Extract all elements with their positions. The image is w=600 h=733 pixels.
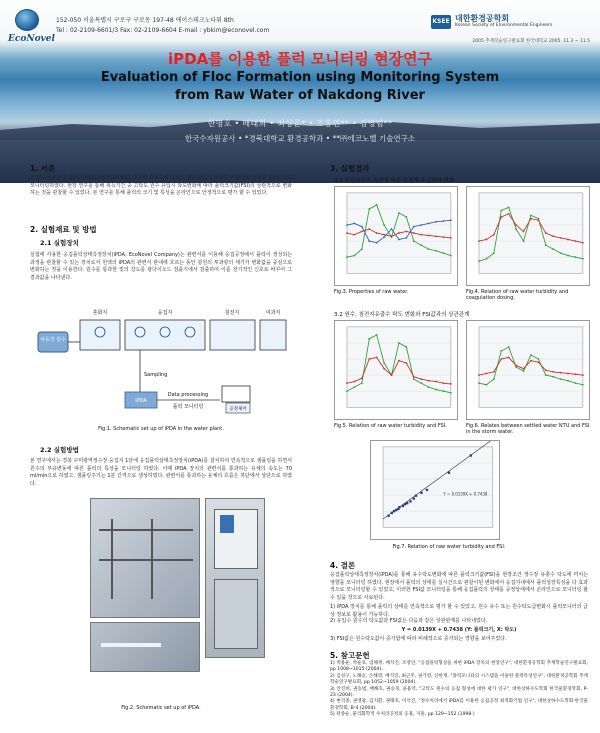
- data-point: [376, 334, 378, 336]
- section-conclusion-title: 4. 결론: [330, 561, 356, 570]
- data-point: [398, 342, 400, 344]
- data-point: [515, 366, 517, 368]
- data-point: [361, 226, 363, 228]
- conclusion-equation: Y = 0.0139X + 0.7438 (Y: 플럭크기, X: 탁도): [401, 627, 517, 633]
- data-point: [537, 218, 539, 220]
- data-point: [567, 373, 569, 375]
- title-english-line1: Evaluation of Floc Formation using Monitoring System: [100, 70, 500, 85]
- data-point: [443, 220, 445, 222]
- data-point: [560, 252, 562, 254]
- fig5-caption: Fig.5. Relation of raw water turbidity and FSI.: [334, 423, 447, 429]
- data-point: [383, 224, 385, 226]
- data-point: [486, 384, 488, 386]
- data-point: [493, 371, 495, 373]
- data-point: [552, 371, 554, 373]
- subsection-method-title: 2.2 실험방법: [40, 446, 79, 454]
- data-point: [582, 242, 584, 244]
- data-point: [354, 234, 356, 236]
- data-point: [537, 361, 539, 363]
- filtration-label: 여과지: [265, 310, 281, 316]
- data-point: [413, 240, 415, 242]
- reference-item: 2) 김성구, 노해승, 손해영, 배석진, 최근주, 권가영, 신한재, "플럭모니터의 시스템을 이용한 플럭특성연구", 대한환경공학회 추계학술연구발표회, pp 1052~1059 (2004).: [330, 673, 588, 686]
- data-point: [420, 224, 422, 226]
- title-korean: iPDA를 이용한 플럭 모니터링 현장연구: [168, 50, 432, 68]
- data-point: [552, 376, 554, 378]
- data-point: [346, 256, 348, 258]
- data-point: [405, 237, 407, 239]
- apparatus-text: 실험에 사용한 응집플럭상태측정장치(iPDA, EcoNovel Company)는 관련서를 이용해 응집공정에서 플럭이 생성되는 과정을 관찰할 수 있는 장치로서 원액의 iPDA의 관련서 관내에 흐르는 동안 광원의 투과광의 세기가 변화값을 중심으로 변화하는 것을 이용한다. 원수를 통과한 빛의 강도를 광다이오드 검출기에서 검출하여 이를 전기적인 신호로 바꾸어 그 결과값을 나타낸다.: [30, 252, 292, 281]
- sedimentation-tank: [210, 320, 255, 350]
- data-point: [368, 358, 370, 360]
- data-point: [575, 382, 577, 384]
- data-point: [500, 210, 502, 212]
- fig3-chart: [334, 186, 458, 286]
- ksee-mark: KSEE: [431, 15, 451, 29]
- data-point: [443, 252, 445, 254]
- section-references-title: 5. 참고문헌: [330, 651, 370, 660]
- data-point: [420, 378, 422, 380]
- data-point: [420, 234, 422, 236]
- raw-water-label: 낙동강 원수: [40, 337, 66, 343]
- fig4-chart: [466, 186, 590, 286]
- data-point: [515, 365, 517, 367]
- data-point: [413, 497, 415, 499]
- mixing-tank: [80, 320, 120, 350]
- fig7-chart: [370, 440, 500, 540]
- data-point: [413, 376, 415, 378]
- data-point: [575, 256, 577, 258]
- fig7-caption: Fig.7. Relation of raw water turbidity and FSI.: [392, 544, 506, 550]
- data-point: [493, 378, 495, 380]
- data-point: [486, 258, 488, 260]
- data-point: [450, 383, 452, 385]
- data-point: [486, 373, 488, 375]
- control-label: 공정제어: [229, 407, 247, 412]
- data-point: [530, 218, 532, 220]
- ksee-logo: [417, 7, 592, 37]
- data-point: [582, 374, 584, 376]
- poster-header: [0, 0, 600, 183]
- data-point: [515, 228, 517, 230]
- reference-item: 3) 안진희, 권승범, 배해호, 권승경, 윤용역, "고탁도 원수의 응집 형성에 대한 평가 연구", 대한상하수도학회 한국물환경학회, P-23 (2004).: [330, 686, 588, 699]
- data-point: [361, 382, 363, 384]
- data-point: [398, 232, 400, 234]
- fig4-caption: Fig.4. Relation of raw water turbidity and coagulation dosing.: [466, 289, 569, 301]
- data-point: [523, 370, 525, 372]
- data-point: [450, 392, 452, 394]
- data-point: [435, 235, 437, 237]
- data-point: [398, 212, 400, 214]
- data-point: [346, 232, 348, 234]
- data-point: [383, 236, 385, 238]
- data-point: [567, 380, 569, 382]
- econovel-logo: EcoNovel: [6, 7, 48, 39]
- data-point: [413, 226, 415, 228]
- subsection-raw-water-title: 3.1 유입원수의 특성에 따른 응집제 주입량의 변화: [334, 178, 455, 184]
- data-point: [383, 368, 385, 370]
- data-point: [368, 208, 370, 210]
- data-point: [545, 244, 547, 246]
- fig2-photo-railing: [90, 498, 200, 618]
- data-point: [493, 234, 495, 236]
- data-point: [361, 231, 363, 233]
- data-point: [508, 213, 510, 215]
- conference-info: 2005 추계학술연구발표회 한국대학교 2005. 11.3 ~ 11.5: [472, 39, 590, 44]
- data-point: [368, 228, 370, 230]
- data-point: [443, 390, 445, 392]
- reference-item: 5) 곽종순, 물리화학적 수처리공정의 응용, 지훈, pp 129~152 (1998.): [330, 712, 475, 718]
- data-point: [409, 500, 411, 502]
- fig2-photo-cabinet: [205, 498, 265, 658]
- data-point: [552, 248, 554, 250]
- data-point: [530, 360, 532, 362]
- data-point: [413, 232, 415, 234]
- sampling-label: Sampling: [144, 372, 168, 378]
- data-point: [428, 235, 430, 237]
- data-point: [405, 362, 407, 364]
- title-english-line2: from Raw Water of Nakdong River: [175, 88, 425, 103]
- data-point: [420, 382, 422, 384]
- data-point: [428, 386, 430, 388]
- monitor-icon: [222, 386, 250, 402]
- flocculation-tank: [125, 320, 205, 350]
- data-point: [443, 382, 445, 384]
- data-point: [368, 338, 370, 340]
- data-point: [530, 214, 532, 216]
- data-point: [346, 224, 348, 226]
- conclusion-item2: 2) 유입수 원수의 탁도값과 FSI값은 다음과 같은 상관관계를 나타내었다.: [330, 618, 488, 624]
- reference-item: 1) 박용운, 박순호, 엄해정, 배석진, 조영연, "응집플럭형상을 위한 iPDA 장치의 현장연구", 대한환경공학회 추계학술연구발표회, pp 1008~1015 (2004).: [330, 661, 588, 673]
- data-point: [354, 223, 356, 225]
- data-point: [398, 239, 400, 241]
- fig1-caption: Fig.1. Schematic set up of iPDA in the water plant.: [98, 426, 224, 432]
- data-point: [426, 489, 428, 491]
- data-processing-label: Data processing: [167, 392, 209, 398]
- data-point: [420, 244, 422, 246]
- data-point: [500, 216, 502, 218]
- data-point: [413, 378, 415, 380]
- data-point: [523, 231, 525, 233]
- trend-equation: Y = 0.0139X + 0.7438: [443, 491, 488, 497]
- conclusion-item3: 3) FSI값은 원수탁도값이 증가함에 따라 비례적으로 증가되는 경향을 보여주었다.: [330, 636, 507, 642]
- data-point: [376, 242, 378, 244]
- data-point: [537, 219, 539, 221]
- data-point: [582, 384, 584, 386]
- fig6-caption: Fig.6. Relates between settled water NTU and FSI in the storm water.: [466, 423, 590, 435]
- data-point: [560, 237, 562, 239]
- globe-icon: [15, 9, 39, 31]
- filtration-tank: [260, 320, 286, 350]
- fig3-caption: Fig.3. Properties of raw water.: [334, 289, 409, 295]
- section-methods-title: 2. 실험재료 및 방법: [30, 225, 97, 234]
- address-line: 152-050 서울특별시 구로구 구로동 197-48 에이스테크노타워 8th: [56, 17, 234, 24]
- data-point: [515, 224, 517, 226]
- conclusion-text: 응집플럭상태측정장치(iPDA)를 통해 유수탁도변화에 따른 플럭크기값(FSI)을 현장조건 정수장 유충수 탁도에 미치는 영향을 모니터링 하였다. 현장에서 플럭의 상태를 실시간으로 관찰이된 변화에서 응집지내에서 플럭성장특성을 다 효과적으로 모니터링할 수 있었고, 이러한 FSI값 모니터링을 통해 응집플럭의 상태를 공정상태에서 온라인으로 모니터링 할 수 있을 것으로 사료된다.: [330, 572, 588, 601]
- data-point: [354, 381, 356, 383]
- data-point: [478, 240, 480, 242]
- intro-text: 본 연구에서는 응집플럭상태측정장치(iPDA)를 현장에 적용하여 고탁도 원수 유입시 변화하는 플럭의 상태를 온라인으로 모니터링하였다. 현장 연구를 통해 취득기간 중 고탁도 원수 유입시 탁도변화에 따라 플럭크기값(FSI)의 상관적으로 변화하는 것을 관찰할 수 있었다. 본 연구를 통해 플럭의 크기 및 특성을 온라인으로 안정적으로 평가 할 수 있었다.: [30, 175, 292, 197]
- data-point: [567, 255, 569, 257]
- data-point: [391, 228, 393, 230]
- conclusion-item1: 1) iPDA 장치를 통해 플럭의 상태를 연속적으로 평가 할 수 있었고, 원수 유수 또는 원수탁도급변화시 플럭모니터의 급상 정보로 활용이 가능하다.: [330, 604, 588, 618]
- authors: 한명호 • 배태희 • 최상준* • 조홍연** • 김영범**: [207, 119, 393, 128]
- data-point: [486, 239, 488, 241]
- fig1-schematic: [30, 300, 292, 422]
- subsection-apparatus-title: 2.1 실험장치: [40, 239, 79, 247]
- plot-area: [347, 327, 451, 407]
- data-point: [545, 369, 547, 371]
- data-point: [435, 250, 437, 252]
- mixing-label: 혼화지: [92, 310, 108, 316]
- fig2-caption: Fig.2. Schematic set up of iPDA.: [121, 705, 201, 711]
- data-point: [383, 234, 385, 236]
- data-point: [493, 252, 495, 254]
- data-point: [368, 240, 370, 242]
- data-point: [450, 255, 452, 257]
- data-point: [450, 237, 452, 239]
- data-point: [391, 374, 393, 376]
- section-results-title: 3. 실험결과: [330, 164, 370, 173]
- data-point: [398, 360, 400, 362]
- plot-area: [479, 327, 583, 407]
- data-point: [545, 232, 547, 234]
- data-point: [435, 381, 437, 383]
- data-point: [508, 206, 510, 208]
- data-point: [443, 236, 445, 238]
- data-point: [582, 258, 584, 260]
- subsection-fsi-title: 3.2 원수, 침전지유출수 탁도 변화와 FSI값과의 상관관계: [334, 312, 470, 318]
- data-point: [376, 204, 378, 206]
- data-point: [346, 390, 348, 392]
- fig5-chart: [334, 320, 458, 420]
- data-point: [537, 358, 539, 360]
- data-point: [500, 350, 502, 352]
- section-intro-title: 1. 서론: [30, 164, 56, 173]
- data-point: [523, 240, 525, 242]
- data-point: [435, 389, 437, 391]
- society-en-name: Korean Society of Environmental Engineers: [455, 23, 553, 28]
- data-point: [383, 362, 385, 364]
- fig6-chart: [466, 320, 590, 420]
- data-point: [361, 248, 363, 250]
- data-point: [478, 260, 480, 262]
- data-point: [478, 382, 480, 384]
- data-point: [391, 235, 393, 237]
- flocculation-label: 응집지: [157, 310, 173, 316]
- fig2-photo-basin: [90, 622, 200, 672]
- data-point: [428, 380, 430, 382]
- data-point: [405, 231, 407, 233]
- method-text: 본 연구에서는 경북 구미광역정수장 응집지 1단에 응집플럭상태측정장치(iPDA)를 설치하여 연속적으로 샘플링을 하면서 원수의 부유변동에 따른 플럭의 특성을 모니터링 하였다. 이때 iPDA 장치의 관련서를 통과하는 유체의 속도는 70 ml/min으로 하였고, 샘플링주기는 1분 간격으로 생성하였다. 관련서를 통과하는 유체의 흐름은 하단에서 상단으로 하였다.: [30, 458, 292, 487]
- data-point: [428, 223, 430, 225]
- society-name: 대한환경공학회: [455, 14, 510, 23]
- data-point: [478, 374, 480, 376]
- data-point: [361, 377, 363, 379]
- data-point: [346, 382, 348, 384]
- data-point: [500, 358, 502, 360]
- data-point: [354, 255, 356, 257]
- data-point: [575, 240, 577, 242]
- data-point: [552, 235, 554, 237]
- data-point: [405, 346, 407, 348]
- data-point: [545, 374, 547, 376]
- reference-item: 4) 변석종, 권영광, 김지환, 권태호, 이석진, "정수처리에서 iPDA를 이용한 응집공정 최적화기법 연구", 대한상하수도학회·한국물환경학회, B-4 (2004).: [330, 699, 588, 711]
- data-point: [405, 216, 407, 218]
- data-point: [567, 239, 569, 241]
- data-point: [450, 219, 452, 221]
- data-point: [376, 232, 378, 234]
- data-point: [560, 372, 562, 374]
- data-point: [376, 357, 378, 359]
- sedimentation-label: 침전지: [224, 310, 240, 316]
- data-point: [508, 357, 510, 359]
- affiliations: 한국수자원공사 • *경북대학교 환경공학과 • **㈜에코노벨 기술연구소: [184, 134, 416, 143]
- data-point: [428, 248, 430, 250]
- data-point: [530, 354, 532, 356]
- ipda-label: iPDA: [135, 398, 147, 404]
- data-point: [354, 386, 356, 388]
- data-point: [575, 373, 577, 375]
- contact-line: Tel : 02-2109-6601/3 Fax: 02-2109-6604 E-mail : ybkim@econovel.com: [56, 27, 270, 34]
- data-point: [508, 346, 510, 348]
- data-point: [523, 368, 525, 370]
- floc-monitor-label: 플럭 모니터링: [172, 404, 204, 410]
- data-point: [560, 378, 562, 380]
- data-point: [435, 221, 437, 223]
- plot-area: [383, 447, 493, 527]
- references-list: [330, 661, 588, 719]
